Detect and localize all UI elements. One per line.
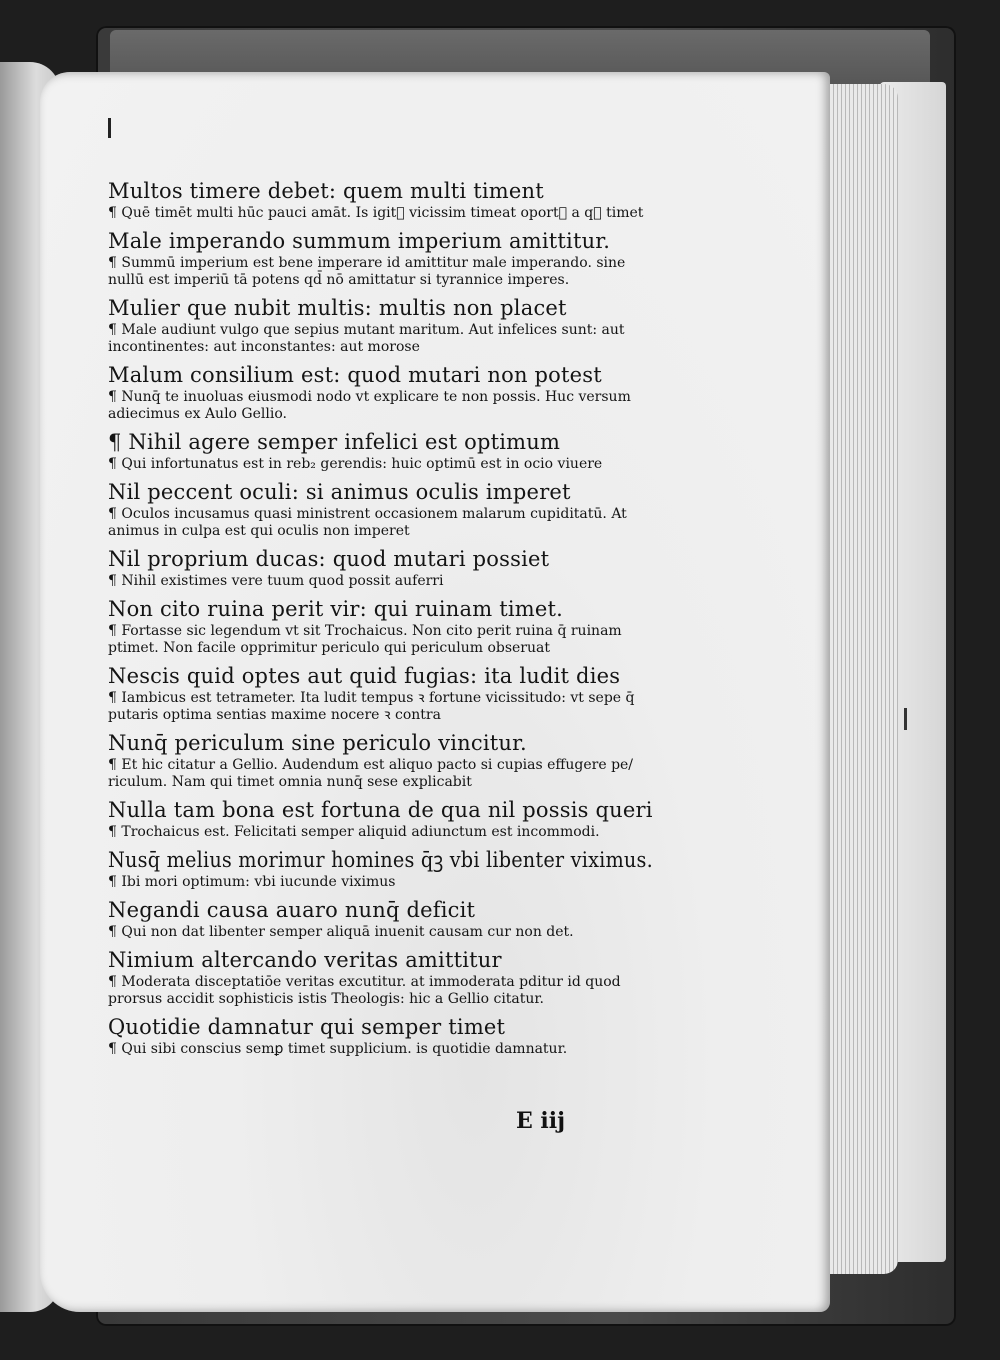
commentary-line: ¶ Oculos incusamus quasi ministrent occasionem malarum cupiditatū. At: [108, 506, 627, 522]
commentary-line: prorsus accidit sophisticis istis Theologis: hic a Gellio citatur.: [108, 991, 545, 1007]
commentary-line: ¶ Qui infortunatus est in reb₂ gerendis: huic optimū est in ocio viuere: [108, 456, 603, 472]
commentary-line: ¶ Moderata disceptatiōe veritas excutitur. at immoderata pditur id quod: [108, 974, 621, 990]
entry: [108, 663, 668, 724]
entry-heading: Multos timere debet: quem multi timent: [108, 179, 544, 203]
entry-heading: Nusq̄ melius morimur homines q̄ꝫ vbi libenter viximus.: [108, 848, 653, 872]
entry-heading: Male imperando summum imperium amittitur.: [108, 229, 611, 253]
side-mark: [904, 708, 907, 730]
commentary-line: nullū est imperiū tā potens qd̄ nō amittatur si tyrannice imperes.: [108, 272, 570, 288]
entry: [108, 178, 668, 222]
entry-heading: Non cito ruina perit vir: qui ruinam timet.: [108, 597, 564, 621]
entry-heading: Quotidie damnatur qui semper timet: [108, 1015, 506, 1039]
commentary-line: animus in culpa est qui oculis non imperet: [108, 523, 410, 539]
entry: [108, 362, 668, 423]
commentary-line: incontinentes: aut inconstantes: aut morose: [108, 339, 420, 355]
entry-heading: Nil peccent oculi: si animus oculis imperet: [108, 480, 571, 504]
entry: [108, 546, 668, 590]
entry: [108, 1014, 668, 1058]
entry-heading: Nunq̄ periculum sine periculo vincitur.: [108, 731, 527, 755]
entry-heading: Nimium altercando veritas amittitur: [108, 948, 502, 972]
entry: [108, 295, 668, 356]
entry-heading: Nulla tam bona est fortuna de qua nil possis queri: [108, 798, 653, 822]
commentary-line: ¶ Qui sibi conscius semꝑ timet supplicium. is quotidie damnatur.: [108, 1041, 568, 1057]
entry: [108, 897, 668, 941]
entry: [108, 947, 668, 1008]
entry: [108, 847, 668, 891]
commentary-line: ¶ Quē timēt multi hūc pauci amāt. Is igit᷑ vicissim timeat oportꝫ a qꝰ timet: [108, 205, 644, 221]
signature-mark: E iij: [516, 1108, 566, 1134]
commentary-line: ¶ Et hic citatur a Gellio. Audendum est aliquo pacto si cupias effugere pe/: [108, 757, 634, 773]
entry-heading: Nil proprium ducas: quod mutari possiet: [108, 547, 550, 571]
entry: [108, 797, 668, 841]
commentary-line: ¶ Iambicus est tetrameter. Ita ludit tempus ꝛ fortune vicissitudo: vt sepe q̄: [108, 690, 635, 706]
entry: [108, 479, 668, 540]
entry: [108, 429, 668, 473]
commentary-line: ¶ Nihil existimes vere tuum quod possit auferri: [108, 573, 444, 589]
commentary-line: ¶ Summū imperium est bene imperare id amittitur male imperando. sine: [108, 255, 626, 271]
commentary-line: ¶ Ibi mori optimum: vbi iucunde viximus: [108, 874, 396, 890]
entry-heading: Malum consilium est: quod mutari non potest: [108, 363, 602, 387]
commentary-line: ¶ Nunq̄ te inuoluas eiusmodi nodo vt explicare te non possis. Huc versum: [108, 389, 631, 405]
entry-heading: Mulier que nubit multis: multis non placet: [108, 296, 567, 320]
entry-heading: ¶ Nihil agere semper infelici est optimum: [108, 430, 561, 454]
commentary-line: riculum. Nam qui timet omnia nunq̄ sese explicabit: [108, 774, 472, 790]
commentary-line: ¶ Male audiunt vulgo que sepius mutant maritum. Aut infelices sunt: aut: [108, 322, 625, 338]
commentary-line: ¶ Fortasse sic legendum vt sit Trochaicus. Non cito perit ruina q̄ ruinam: [108, 623, 622, 639]
entry: [108, 730, 668, 791]
page-edges: [818, 84, 898, 1274]
commentary-line: ¶ Trochaicus est. Felicitati semper aliquid adiunctum est incommodi.: [108, 824, 600, 840]
entry: [108, 228, 668, 289]
entry-heading: Nescis quid optes aut quid fugias: ita ludit dies: [108, 664, 621, 688]
commentary-line: adiecimus ex Aulo Gellio.: [108, 406, 287, 422]
commentary-line: ptimet. Non facile opprimitur periculo qui periculum obseruat: [108, 640, 550, 656]
commentary-line: putaris optima sentias maxime nocere ꝛ contra: [108, 707, 441, 723]
margin-mark: [108, 118, 111, 138]
commentary-line: ¶ Qui non dat libenter semper aliquā inuenit causam cur non det.: [108, 924, 574, 940]
entry: [108, 596, 668, 657]
entry-heading: Negandi causa auaro nunq̄ deficit: [108, 898, 476, 922]
page-text: [108, 178, 668, 1064]
